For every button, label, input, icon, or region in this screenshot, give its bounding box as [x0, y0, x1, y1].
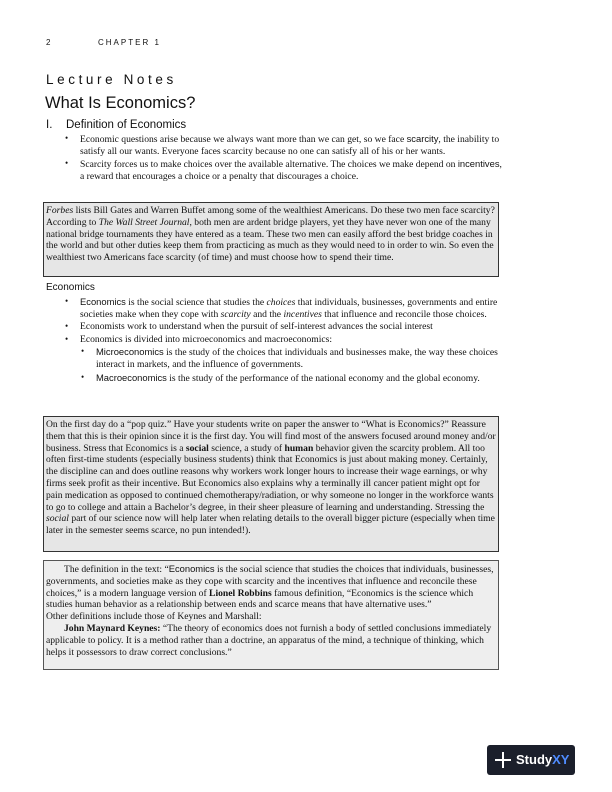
list-item: • Economics is the social science that studies the choices that individuals, businesses, governments and entire societies make when they cope with scarcity and the incentives that influence and reconcile those choices. — [64, 296, 504, 320]
key-term: incentives — [457, 158, 500, 170]
paragraph: John Maynard Keynes: “The theory of economics does not furnish a body of settled conclusions immediately applicable to policy. It is a method rather than a doctrine, an apparatus of the mind, a technique of thinking, which helps it possessors to draw correct conclusions.” — [46, 622, 492, 658]
definition-list — [64, 133, 504, 183]
section-numeral: I. — [46, 119, 53, 131]
list-item: • Economic questions arise because we always want more than we can get, so we face scarcity, the inability to satisfy all our wants. Everyone faces scarcity because no one can satisfy all of his or her wants. — [64, 133, 504, 157]
note-box-pop-quiz: On the first day do a “pop quiz.” Have your students write on paper the answer to “What is Economics?” Reassure them that this is their opinion since it is the first day. You will find most of the answers focused around money and/or business. Stress that Economics is a social science, a study of human behavior given the scarcity problem. All too often first-time students (especially business students) think that Economics is just about making money. Certainly, the discipline can and does outline reasons why workers work longer hours to increase their wage earnings, or why firms seek profit as their incentive. But Economics also explains why a terminally ill cancer patient might opt for pain medication as opposed to continued chemotherapy/radiation, or why someone no longer in the workforce wants to go to college and attain a Bachelor’s degree, in their sheer pleasure of learning and understanding. Stressing the social part of our science now will help later when relating details to the overall bigger picture (especially when time later in the semester seems scarce, no pun intended!). — [43, 416, 499, 552]
paragraph: Other definitions include those of Keynes and Marshall: — [46, 611, 262, 623]
key-term: scarcity — [406, 133, 439, 144]
economics-list — [64, 296, 504, 385]
section-label: Lecture Notes — [46, 72, 177, 87]
page-title: What Is Economics? — [45, 94, 196, 112]
key-term: Economics — [80, 296, 126, 307]
paragraph: The definition in the text: “Economics is the social science that studies the choices that individuals, businesses, governments, and societies make as they cope with scarcity and the incentives that influence and reconcile these choices,” is a modern language version of Lionel Robbins famous definition, “Economics is the science which studies human behavior as a relationship between ends and scarce means that have alternative uses.” — [46, 563, 494, 611]
section-heading-text: Definition of Economics — [66, 119, 187, 131]
page-number: 2 — [46, 38, 51, 47]
key-term: Economics — [168, 563, 215, 574]
studyxy-watermark — [487, 745, 575, 775]
key-term: Microeconomics — [96, 346, 164, 358]
key-term: Macroeconomics — [96, 371, 167, 383]
section-heading — [46, 119, 186, 131]
subheading-economics: Economics — [46, 282, 95, 293]
list-item: • Economists work to understand when the pursuit of self-interest advances the social interest — [64, 321, 504, 333]
note-box-forbes: Forbes lists Bill Gates and Warren Buffet among some of the wealthiest Americans. Do these two men face scarcity? According to The Wall Street Journal, both men are ardent bridge players, yet they have never won one of the many national bridge tournaments they have entered as a team. These two men can easily afford the best bridge coaches in the world and but other duties keep them from practicing as much as they would need to in order to win. So even the wealthiest two Americans face scarcity (of time) and must choose how to spend their time. — [43, 202, 499, 277]
brand-text: StudyXY — [516, 752, 570, 767]
note-box-definitions — [43, 560, 499, 670]
chapter-label: CHAPTER 1 — [98, 38, 161, 47]
list-item: • Economics is divided into microeconomics and macroeconomics: • Microeconomics is the study of the choices that individuals and businesses make, the way these choices interact in markets, and the influence of governments. • Macroeconomics is the study of the performance of the national economy and the global economy. — [64, 334, 504, 384]
plus-icon — [495, 752, 511, 768]
sub-list-item: • Microeconomics is the study of the choices that individuals and businesses make, the way these choices interact in markets, and the influence of governments. — [80, 346, 504, 370]
sub-list-item: • Macroeconomics is the study of the performance of the national economy and the global economy. — [80, 372, 504, 385]
running-header — [46, 38, 161, 47]
list-item: • Scarcity forces us to make choices over the available alternative. The choices we make depend on incentives, a reward that encourages a choice or a penalty that discourages a choice. — [64, 158, 504, 182]
